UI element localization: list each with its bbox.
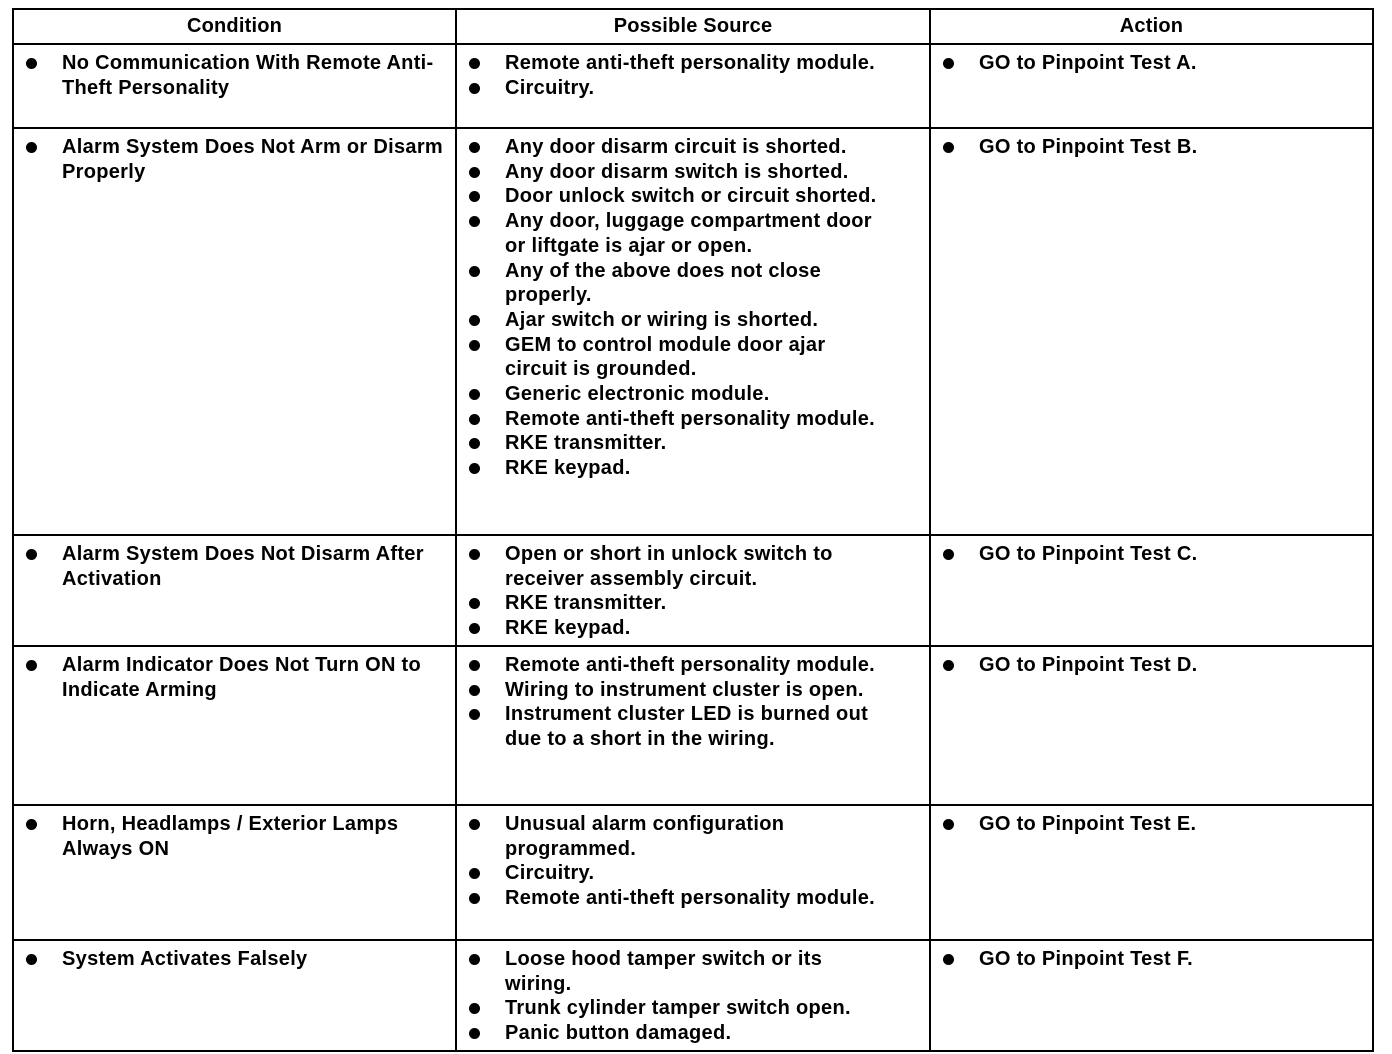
table-row xyxy=(13,44,1373,128)
source-text: Wiring to instrument cluster is open. xyxy=(505,678,864,701)
bullet-icon xyxy=(469,623,480,634)
source-text: Open or short in unlock switch to receiver assembly circuit. xyxy=(505,543,833,590)
source-item xyxy=(457,308,929,333)
bullet-icon xyxy=(469,1003,480,1014)
source-text: Circuitry. xyxy=(505,76,595,99)
source-text: RKE keypad. xyxy=(505,457,631,480)
header-action: Action xyxy=(930,9,1373,44)
diagnosis-table xyxy=(12,8,1374,1052)
source-list xyxy=(457,947,929,1046)
action-text: GO to Pinpoint Test E. xyxy=(979,812,1197,835)
bullet-icon xyxy=(943,142,954,153)
bullet-icon xyxy=(469,142,480,153)
source-text: Generic electronic module. xyxy=(505,383,770,406)
bullet-icon xyxy=(469,598,480,609)
condition-item xyxy=(14,542,455,591)
source-item xyxy=(457,1021,929,1046)
table-row xyxy=(13,940,1373,1051)
header-possible-source: Possible Source xyxy=(456,9,930,44)
source-item xyxy=(457,886,929,911)
table-row xyxy=(13,805,1373,940)
condition-cell xyxy=(13,805,456,940)
action-text: GO to Pinpoint Test D. xyxy=(979,653,1198,676)
condition-list xyxy=(14,947,455,972)
table-body xyxy=(13,44,1373,1051)
bullet-icon xyxy=(469,660,480,671)
bullet-icon xyxy=(26,819,37,830)
source-text: Remote anti-theft personality module. xyxy=(505,407,876,430)
source-item xyxy=(457,616,929,641)
source-text: Loose hood tamper switch or its wiring. xyxy=(505,947,823,995)
source-text: Instrument cluster LED is burned out due to a short in the wiring. xyxy=(505,703,869,750)
table-row xyxy=(13,646,1373,805)
source-text: Ajar switch or wiring is shorted. xyxy=(505,308,819,331)
source-text: Panic button damaged. xyxy=(505,1021,732,1044)
action-text: GO to Pinpoint Test F. xyxy=(979,947,1193,970)
source-item xyxy=(457,209,929,258)
condition-item xyxy=(14,135,455,184)
bullet-icon xyxy=(469,58,480,69)
header-condition: Condition xyxy=(13,9,456,44)
bullet-icon xyxy=(943,549,954,560)
source-cell xyxy=(456,646,930,805)
source-list xyxy=(457,135,929,481)
source-item xyxy=(457,259,929,308)
condition-item xyxy=(14,653,455,702)
condition-list xyxy=(14,653,455,702)
action-text: GO to Pinpoint Test C. xyxy=(979,543,1198,565)
action-cell xyxy=(930,44,1373,128)
source-text: Unusual alarm configuration programmed. xyxy=(505,812,785,860)
source-text: Any door disarm circuit is shorted. xyxy=(505,136,847,158)
source-item xyxy=(457,678,929,703)
bullet-icon xyxy=(26,58,37,69)
condition-list xyxy=(14,51,455,100)
action-cell xyxy=(930,805,1373,940)
source-item xyxy=(457,431,929,456)
action-list xyxy=(931,812,1372,837)
source-text: Door unlock switch or circuit shorted. xyxy=(505,185,877,208)
condition-list xyxy=(14,812,455,861)
bullet-icon xyxy=(943,58,954,69)
source-cell xyxy=(456,44,930,128)
action-list xyxy=(931,653,1372,678)
action-text: GO to Pinpoint Test A. xyxy=(979,52,1197,74)
action-cell xyxy=(930,128,1373,535)
condition-text: No Communication With Remote Anti-Theft Personality xyxy=(62,52,434,99)
source-item xyxy=(457,456,929,481)
action-cell xyxy=(930,535,1373,646)
condition-text: Horn, Headlamps / Exterior Lamps Always ON xyxy=(62,812,399,860)
bullet-icon xyxy=(26,660,37,671)
source-cell xyxy=(456,940,930,1051)
bullet-icon xyxy=(469,893,480,904)
bullet-icon xyxy=(469,954,480,965)
action-list xyxy=(931,542,1372,567)
source-item xyxy=(457,542,929,591)
bullet-icon xyxy=(469,685,480,696)
source-cell xyxy=(456,128,930,535)
action-text: GO to Pinpoint Test B. xyxy=(979,136,1198,158)
condition-cell xyxy=(13,128,456,535)
source-item xyxy=(457,51,929,76)
source-item xyxy=(457,947,929,996)
bullet-icon xyxy=(469,1028,480,1039)
condition-list xyxy=(14,135,455,184)
bullet-icon xyxy=(469,819,480,830)
action-item xyxy=(931,51,1372,76)
source-item xyxy=(457,407,929,432)
condition-text: Alarm System Does Not Arm or Disarm Properly xyxy=(62,136,443,183)
source-text: Remote anti-theft personality module. xyxy=(505,886,876,909)
source-text: Any door, luggage compartment door or liftgate is ajar or open. xyxy=(505,210,872,257)
source-cell xyxy=(456,535,930,646)
source-text: RKE transmitter. xyxy=(505,592,667,615)
bullet-icon xyxy=(469,414,480,425)
bullet-icon xyxy=(469,216,480,227)
source-item xyxy=(457,591,929,616)
condition-item xyxy=(14,947,455,972)
bullet-icon xyxy=(26,142,37,153)
bullet-icon xyxy=(469,191,480,202)
bullet-icon xyxy=(469,709,480,720)
source-list xyxy=(457,812,929,911)
source-item xyxy=(457,135,929,160)
condition-cell xyxy=(13,940,456,1051)
bullet-icon xyxy=(469,868,480,879)
bullet-icon xyxy=(469,438,480,449)
source-item xyxy=(457,160,929,185)
action-cell xyxy=(930,940,1373,1051)
source-item xyxy=(457,653,929,678)
bullet-icon xyxy=(943,954,954,965)
source-text: Circuitry. xyxy=(505,862,595,885)
source-item xyxy=(457,861,929,886)
source-item xyxy=(457,76,929,101)
action-list xyxy=(931,947,1372,972)
bullet-icon xyxy=(469,340,480,351)
condition-item xyxy=(14,51,455,100)
action-item xyxy=(931,812,1372,837)
source-item xyxy=(457,184,929,209)
bullet-icon xyxy=(469,266,480,277)
bullet-icon xyxy=(26,954,37,965)
condition-item xyxy=(14,812,455,861)
bullet-icon xyxy=(469,167,480,178)
source-item xyxy=(457,333,929,382)
source-text: RKE keypad. xyxy=(505,617,631,640)
source-item xyxy=(457,812,929,861)
condition-text: Alarm Indicator Does Not Turn ON to Indicate Arming xyxy=(62,653,422,701)
source-text: GEM to control module door ajar circuit is grounded. xyxy=(505,333,826,381)
bullet-icon xyxy=(469,315,480,326)
action-item xyxy=(931,542,1372,567)
condition-text: Alarm System Does Not Disarm After Activation xyxy=(62,543,424,590)
action-list xyxy=(931,51,1372,76)
condition-cell xyxy=(13,44,456,128)
bullet-icon xyxy=(943,660,954,671)
table-row xyxy=(13,535,1373,646)
bullet-icon xyxy=(469,389,480,400)
action-cell xyxy=(930,646,1373,805)
header-row xyxy=(13,9,1373,44)
action-item xyxy=(931,653,1372,678)
source-text: Remote anti-theft personality module. xyxy=(505,52,876,74)
source-list xyxy=(457,51,929,100)
source-text: RKE transmitter. xyxy=(505,432,667,455)
source-cell xyxy=(456,805,930,940)
condition-cell xyxy=(13,646,456,805)
source-item xyxy=(457,702,929,751)
source-text: Any of the above does not close properly. xyxy=(505,259,822,307)
source-text: Remote anti-theft personality module. xyxy=(505,653,876,676)
condition-list xyxy=(14,542,455,591)
bullet-icon xyxy=(469,549,480,560)
action-list xyxy=(931,135,1372,160)
bullet-icon xyxy=(943,819,954,830)
bullet-icon xyxy=(469,83,480,94)
source-item xyxy=(457,996,929,1021)
source-list xyxy=(457,542,929,641)
source-list xyxy=(457,653,929,752)
condition-text: System Activates Falsely xyxy=(62,947,308,970)
action-item xyxy=(931,135,1372,160)
bullet-icon xyxy=(26,549,37,560)
table-row xyxy=(13,128,1373,535)
bullet-icon xyxy=(469,463,480,474)
condition-cell xyxy=(13,535,456,646)
source-text: Any door disarm switch is shorted. xyxy=(505,160,849,183)
source-text: Trunk cylinder tamper switch open. xyxy=(505,997,851,1020)
action-item xyxy=(931,947,1372,972)
source-item xyxy=(457,382,929,407)
